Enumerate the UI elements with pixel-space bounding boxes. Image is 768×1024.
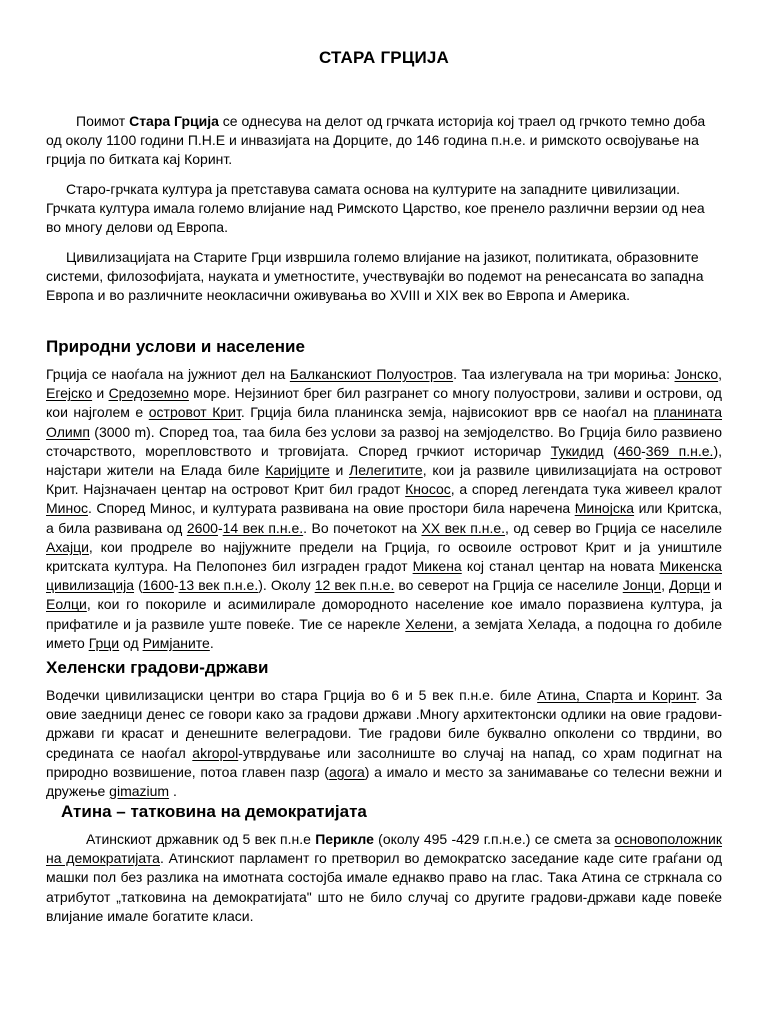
bold-term: Перикле [315,831,374,847]
text: ( [134,577,143,594]
document-title: СТАРА ГРЦИЈА [318,48,450,67]
text: , [661,577,670,594]
link-minos[interactable]: Минос [46,500,88,517]
link-founder-of-democracy[interactable]: основоположник на демократијата [46,831,722,867]
link-agora[interactable]: agora [328,763,365,780]
text: -утврдување или засолниште во случај на напад, со храм подигнат на природно возвишение, потоа главен пазр ( [46,744,722,780]
text: , од север во Грција се населиле [505,519,723,536]
text: Водечки цивилизациски центри во стара Грција во 6 и 5 век п.н.е. биле [46,687,538,703]
link-20th-century-bc[interactable]: XX век п.н.е. [421,519,506,536]
section-heading-natural-conditions: Природни услови и население [46,337,305,356]
link-greeks[interactable]: Грци [88,634,120,651]
link-460[interactable]: 460 [617,442,642,459]
link-2600[interactable]: 2600 [186,519,218,536]
link-aeolians[interactable]: Еолци [46,596,87,613]
link-crete-island[interactable]: островот Крит [148,404,241,421]
text: , кои го покориле и асимилирале домородното население кое имало поразвиена култура, ја прифатиле и ја развиле уште повеќе. Тие се нарекле [46,596,722,632]
link-achaeans[interactable]: Ахајци [46,538,89,555]
text: од [119,634,143,651]
text: и [92,385,109,402]
link-dorians[interactable]: Дорци [669,577,711,594]
text: . Според Минос, и културата развивана на овие простори била наречена [88,500,575,517]
text: . [209,634,214,651]
text: . Атинскиот парламент го претворил во демократско заседание каде сите граѓани од машки пол без разлика на имотната состојба имале еднакво право на глас. Така Атина се стркнала со атрибутот „татковина на демократијата" што не било случај со другите градови-држави каде повеќе влијание имале богатите класи. [46,850,722,924]
text: Поимот [76,113,130,129]
link-minoan[interactable]: Минојска [574,500,635,517]
section1-paragraph [46,365,722,653]
text: кој станал центар на новата [461,558,660,575]
link-leleges[interactable]: Лелегитите [349,462,423,479]
link-mycenae[interactable]: Микена [412,558,462,575]
link-hellenes[interactable]: Хелени [405,615,454,632]
link-1600[interactable]: 1600 [142,577,174,594]
text: . Грција била планинска земја, највисокиот врв се наоѓал на [240,404,654,421]
text: во северот на Грција се населиле [394,577,623,594]
link-aegean[interactable]: Егејско [46,385,93,402]
link-mount-olympus[interactable]: планината Олимп [46,404,722,440]
text: , кои ја развиле цивилизацијата на островот Крит. Најзначаен центар на островот Крит бил градот [46,462,723,498]
text: и [710,577,722,594]
text: - [173,577,179,594]
text: - [641,442,646,459]
link-balkan-peninsula[interactable]: Балканскиот Полуостров [289,366,454,382]
intro-paragraph-1 [46,112,722,170]
section2-paragraph [46,686,722,801]
text: ) а имало и место за занимавање со телесни вежни и дружење [46,763,723,800]
link-akropol[interactable]: akropol [192,744,239,761]
text: (околу 495 -429 г.п.н.е.) се смета за [373,831,615,847]
link-14th-century-bc[interactable]: 14 век п.н.е. [222,519,304,536]
text: , а земјата Хелада, а подоцна го добиле името [46,615,722,651]
intro-paragraph-2: Старо-грчката култура ја претставува самата основа на културите на западните цивилизации. Грчката култура имала големо влијание над Римското Царство, кое пренело различни верзии од неа во многу делови од Европа. [46,181,705,236]
text: . [169,783,177,800]
link-thucydides[interactable]: Тукидид [550,442,604,459]
bold-term: Стара Грција [129,113,219,129]
text: Грција се наоѓала на јужниот дел на [46,366,290,382]
link-13th-century-bc[interactable]: 13 век п.н.е. [178,577,259,594]
text: море. Нејзиниот брег бил разгранет со многу полуострови, заливи и острови, од кои најголем е [46,385,722,421]
text: . Таа излегувала на три морињa: [453,366,675,382]
text: се однесува на делот од грчката историја кој траел од грчкото темно доба од околу 1100 години П.Н.Е и инвазијата на Дорците, до 146 година п.н.е. и римското освојување на грција по битката кај Коринт. [46,113,706,168]
text: - [217,519,223,536]
section3-paragraph [46,830,722,926]
text: , а според легендата тука живеел кралот [450,481,722,498]
text: ). Околу [258,577,315,594]
text: Атинскиот државник од 5 век п.н.е [86,831,316,847]
link-romans[interactable]: Римјаните [142,634,210,651]
link-knossos[interactable]: Кносос [405,481,451,498]
text: ), најстари жители на Елада биле [46,442,722,479]
link-gimazium[interactable]: gimazium [109,783,170,800]
section-heading-athens-democracy: Атина – татковина на демократијата [61,802,367,821]
link-carians[interactable]: Каријците [265,462,330,479]
link-ionian[interactable]: Јонско [674,366,719,382]
link-mycenaean-civilization[interactable]: Микенска цивилизација [46,558,722,594]
link-369-bc[interactable]: 369 п.н.е. [645,442,714,459]
link-12th-century-bc[interactable]: 12 век п.н.е. [314,577,395,594]
text: или Критска, а била развивана од [46,500,722,536]
link-mediterranean[interactable]: Средоземно [108,385,189,402]
link-ionians[interactable]: Јонци [622,577,662,594]
text: и [329,462,350,479]
text: ( [603,442,618,459]
intro-paragraph-3: Цивилизацијата на Старите Грци извршила големо влијание на јазикот, политиката, образовните системи, филозофијата, науката и уметностите, учествувајќи во подемот на ренесансата во западна Европа и во различните неокласични оживувања во XVIII и XIX век во Европа и Америка. [46,249,704,304]
text: . Во почетокот на [303,519,422,536]
section-heading-city-states: Хеленски градови-држави [46,658,269,677]
text: . За овие заедници денес се говори како за градови држави .Многу архитектонски одлики на овие градови-држави ги красат и денешните велеградови. Тие градови биле буквално опколени со тврдини, во средината се наоѓал [46,687,722,761]
text: , кои продреле во најјужните предели на Грција, го освоиле островот Крит и ја уништиле критската култура. На Пелопонез бил изграден градот [46,538,722,575]
text: (3000 m). Спорeд тоа, таа била без услови за развој на земјоделство. Во Грција било развиено сточарството, морепловството и трговијата. Според грчкиот историчар [46,423,722,459]
text: , [718,366,722,382]
link-athens-sparta-corinth[interactable]: Атина, Спарта и Коринт [537,687,697,703]
